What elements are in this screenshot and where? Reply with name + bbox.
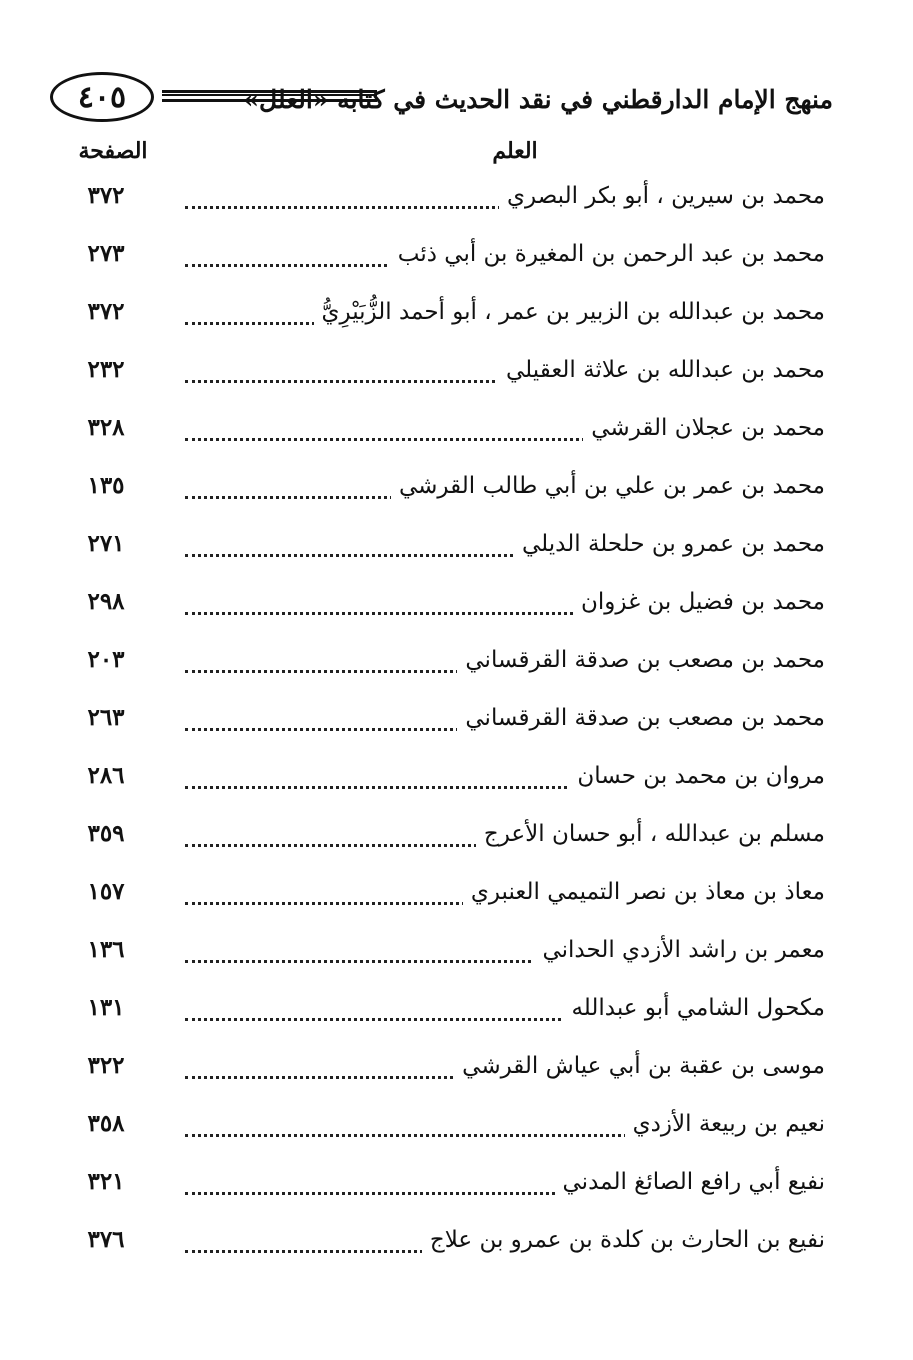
entry-name: موسى بن عقبة بن أبي عياش القرشي	[454, 1046, 825, 1086]
index-entry	[70, 458, 825, 516]
index-entry	[70, 1212, 825, 1270]
entry-page-number: ٣٢١	[87, 1168, 125, 1195]
entry-name: محمد بن سيرين ، أبو بكر البصري	[499, 176, 825, 216]
entry-page-number: ٣٥٨	[87, 1110, 125, 1137]
entry-page-number: ٣٧٢	[87, 182, 125, 209]
entry-name: مروان بن محمد بن حسان	[569, 756, 825, 796]
entry-page-number: ٣٢٨	[87, 414, 125, 441]
column-header-name: العلم	[492, 138, 538, 164]
index-entry	[70, 922, 825, 980]
entry-page-number: ٢٦٣	[87, 704, 125, 731]
entry-page-number: ٢٩٨	[87, 588, 125, 615]
entry-name: مكحول الشامي أبو عبدالله	[563, 988, 825, 1028]
entry-name: معاذ بن معاذ بن نصر التميمي العنبري	[463, 872, 825, 912]
entry-name: نفيع بن الحارث بن كلدة بن عمرو بن علاج	[422, 1220, 825, 1260]
entry-page-number: ٢٧١	[87, 530, 125, 557]
index-entry	[70, 806, 825, 864]
entry-page-number: ٣٧٦	[87, 1226, 125, 1253]
index-entry	[70, 168, 825, 226]
index-entry	[70, 342, 825, 400]
entry-name: نفيع أبي رافع الصائغ المدني	[555, 1162, 826, 1202]
entry-page-number: ١٥٧	[87, 878, 125, 905]
index-entry	[70, 284, 825, 342]
entry-page-number: ١٣٥	[87, 472, 125, 499]
index-entry	[70, 1096, 825, 1154]
entry-page-number: ١٣١	[87, 994, 125, 1021]
index-entry	[70, 400, 825, 458]
entry-name: محمد بن مصعب بن صدقة القرقساني	[457, 640, 825, 680]
index-entry	[70, 980, 825, 1038]
entry-page-number: ٢٧٣	[87, 240, 125, 267]
index-entry	[70, 1038, 825, 1096]
entry-name: محمد بن عبدالله بن الزبير بن عمر ، أبو أحمد الزُّبَيْرِيُّ	[314, 292, 825, 332]
entry-page-number: ٢٨٦	[87, 762, 125, 789]
entry-name: محمد بن عمر بن علي بن أبي طالب القرشي	[391, 466, 825, 506]
entry-name: محمد بن عبدالله بن علاثة العقيلي	[498, 350, 825, 390]
entry-page-number: ٣٥٩	[87, 820, 125, 847]
entry-page-number: ٢٠٣	[87, 646, 125, 673]
entry-name: محمد بن فضيل بن غزوان	[573, 582, 825, 622]
entry-name: محمد بن عبد الرحمن بن المغيرة بن أبي ذئب	[390, 234, 825, 274]
index-entry	[70, 1154, 825, 1212]
index-entries	[70, 168, 825, 1270]
index-entry	[70, 690, 825, 748]
page-number: ٤٠٥	[50, 72, 154, 122]
index-entry	[70, 516, 825, 574]
entry-name: محمد بن عجلان القرشي	[583, 408, 825, 448]
entry-page-number: ١٣٦	[87, 936, 125, 963]
index-entry	[70, 748, 825, 806]
entry-page-number: ٢٣٢	[87, 356, 125, 383]
running-title: منهج الإمام الدارقطني في نقد الحديث في كتابه «العلل»	[243, 85, 833, 114]
entry-name: مسلم بن عبدالله ، أبو حسان الأعرج	[476, 814, 825, 854]
column-header-page: الصفحة	[78, 138, 148, 164]
entry-name: معمر بن راشد الأزدي الحداني	[534, 930, 825, 970]
index-entry	[70, 864, 825, 922]
entry-page-number: ٣٧٢	[87, 298, 125, 325]
index-entry	[70, 226, 825, 284]
entry-name: نعيم بن ربيعة الأزدي	[625, 1104, 825, 1144]
entry-name: محمد بن عمرو بن حلحلة الديلي	[514, 524, 825, 564]
index-entry	[70, 632, 825, 690]
index-entry	[70, 574, 825, 632]
entry-name: محمد بن مصعب بن صدقة القرقساني	[457, 698, 825, 738]
entry-page-number: ٣٢٢	[87, 1052, 125, 1079]
